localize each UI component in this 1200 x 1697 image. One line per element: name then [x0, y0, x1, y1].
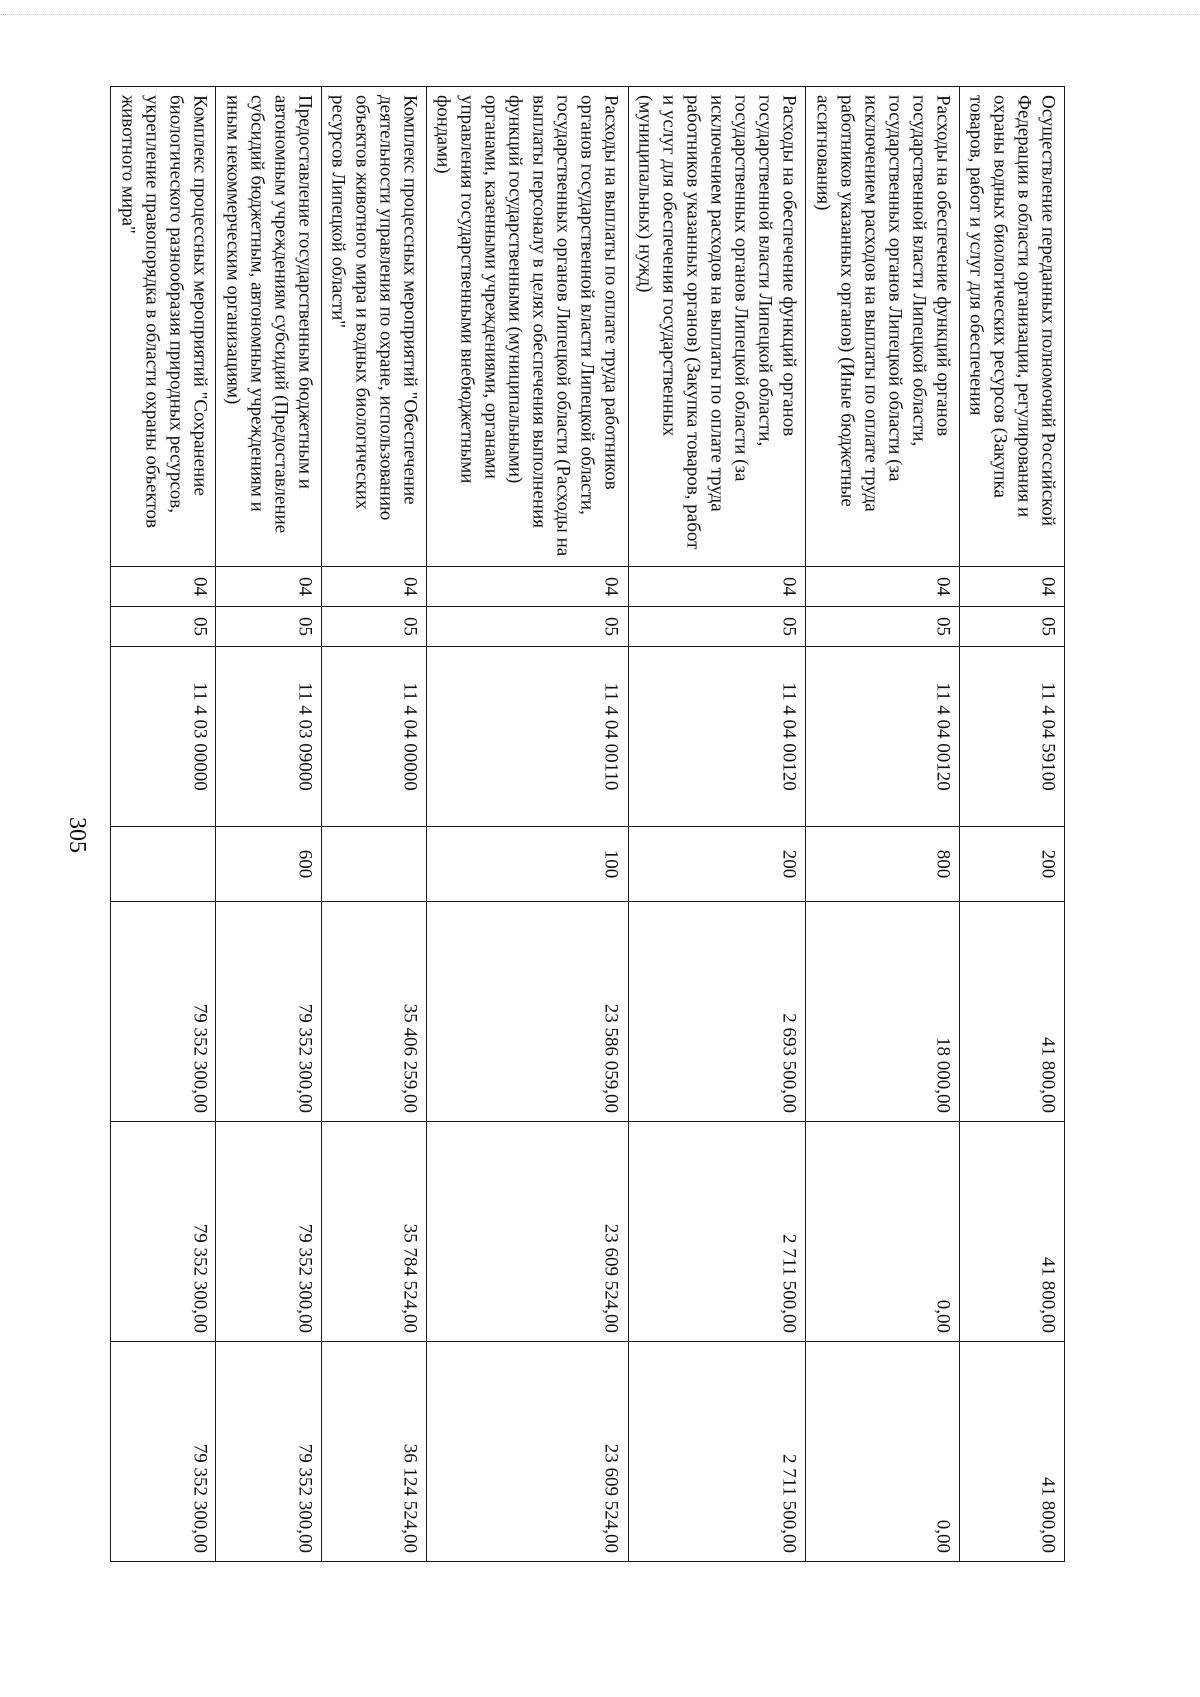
- row-amount-3: 0,00: [806, 1342, 959, 1562]
- row-code: 11 4 04 59100: [959, 647, 1064, 827]
- table-row: [216, 87, 321, 1562]
- row-type: [321, 827, 426, 902]
- row-section: 04: [628, 567, 806, 607]
- table-row: [628, 87, 806, 1562]
- row-amount-2: 41 800,00: [959, 1122, 1064, 1342]
- table-row: [426, 87, 628, 1562]
- row-type: 800: [806, 827, 959, 902]
- row-amount-2: 23 609 524,00: [426, 1122, 628, 1342]
- row-code: 11 4 03 09000: [216, 647, 321, 827]
- row-amount-1: 79 352 300,00: [216, 902, 321, 1122]
- row-type: 200: [628, 827, 806, 902]
- row-subsection: 05: [216, 607, 321, 647]
- row-name: Расходы на обеспечение функций органов государственной власти Липецкой области, государственных органов Липецкой области (за исключением расходов на выплаты по оплате труда работников указанных органов) (Закупка товаров, работ и услуг для обеспечения государственных (муниципальных) нужд): [628, 87, 806, 567]
- row-subsection: 05: [321, 607, 426, 647]
- row-amount-2: 0,00: [806, 1122, 959, 1342]
- row-type: [111, 827, 216, 902]
- row-section: 04: [426, 567, 628, 607]
- row-subsection: 05: [628, 607, 806, 647]
- row-subsection: 05: [959, 607, 1064, 647]
- row-amount-3: 41 800,00: [959, 1342, 1064, 1562]
- table-row: [806, 87, 959, 1562]
- row-type: 100: [426, 827, 628, 902]
- row-name: Расходы на выплаты по оплате труда работников органов государственной власти Липецкой области, государственных органов Липецкой области (Расходы на выплаты персоналу в целях обеспечения выполнения функций государственными (муниципальными) органами, казенными учреждениями, органами управления государственными внебюджетными фондами): [426, 87, 628, 567]
- row-code: 11 4 03 00000: [111, 647, 216, 827]
- row-name: Комплекс процессных мероприятий "Обеспечение деятельности управления по охране, использованию объектов животного мира и водных биологических ресурсов Липецкой области": [321, 87, 426, 567]
- row-amount-1: 35 406 259,00: [321, 902, 426, 1122]
- row-subsection: 05: [426, 607, 628, 647]
- row-section: 04: [806, 567, 959, 607]
- row-section: 04: [216, 567, 321, 607]
- row-code: 11 4 04 00120: [806, 647, 959, 827]
- row-amount-1: 2 693 500,00: [628, 902, 806, 1122]
- row-amount-1: 18 000,00: [806, 902, 959, 1122]
- budget-table-body: [111, 87, 1065, 1562]
- row-amount-3: 79 352 300,00: [216, 1342, 321, 1562]
- table-row: [111, 87, 216, 1562]
- page-number: 305: [64, 817, 90, 853]
- table-row: [321, 87, 426, 1562]
- row-name: Предоставление государственным бюджетным и автономным учреждениям субсидий (Предоставление субсидий бюджетным, автономным учреждениям и иным некоммерческим организациям): [216, 87, 321, 567]
- row-subsection: 05: [806, 607, 959, 647]
- row-code: 11 4 04 00120: [628, 647, 806, 827]
- row-name: Расходы на обеспечение функций органов государственной власти Липецкой области, государственных органов Липецкой области (за исключением расходов на выплаты по оплате труда работников указанных органов) (Иные бюджетные ассигнования): [806, 87, 959, 567]
- row-amount-3: 23 609 524,00: [426, 1342, 628, 1562]
- row-name: Комплекс процессных мероприятий "Сохранение биологического разнообразия природных ресурсов, укрепление правопорядка в области охраны объектов животного мира": [111, 87, 216, 567]
- row-section: 04: [959, 567, 1064, 607]
- row-amount-1: 23 586 059,00: [426, 902, 628, 1122]
- row-subsection: 05: [111, 607, 216, 647]
- row-amount-1: 79 352 300,00: [111, 902, 216, 1122]
- row-type: 600: [216, 827, 321, 902]
- row-amount-2: 79 352 300,00: [111, 1122, 216, 1342]
- row-code: 11 4 04 00000: [321, 647, 426, 827]
- row-type: 200: [959, 827, 1064, 902]
- row-section: 04: [111, 567, 216, 607]
- row-code: 11 4 04 00110: [426, 647, 628, 827]
- row-amount-2: 35 784 524,00: [321, 1122, 426, 1342]
- row-amount-1: 41 800,00: [959, 902, 1064, 1122]
- row-amount-2: 79 352 300,00: [216, 1122, 321, 1342]
- row-name: Осуществление переданных полномочий Российской Федерации в области организации, регулирования и охраны водных биологических ресурсов (Закупка товаров, работ и услуг для обеспечения: [959, 87, 1064, 567]
- row-amount-2: 2 711 500,00: [628, 1122, 806, 1342]
- row-section: 04: [321, 567, 426, 607]
- budget-table: [110, 86, 1065, 1562]
- table-row: [959, 87, 1064, 1562]
- row-amount-3: 36 124 524,00: [321, 1342, 426, 1562]
- row-amount-3: 2 711 500,00: [628, 1342, 806, 1562]
- row-amount-3: 79 352 300,00: [111, 1342, 216, 1562]
